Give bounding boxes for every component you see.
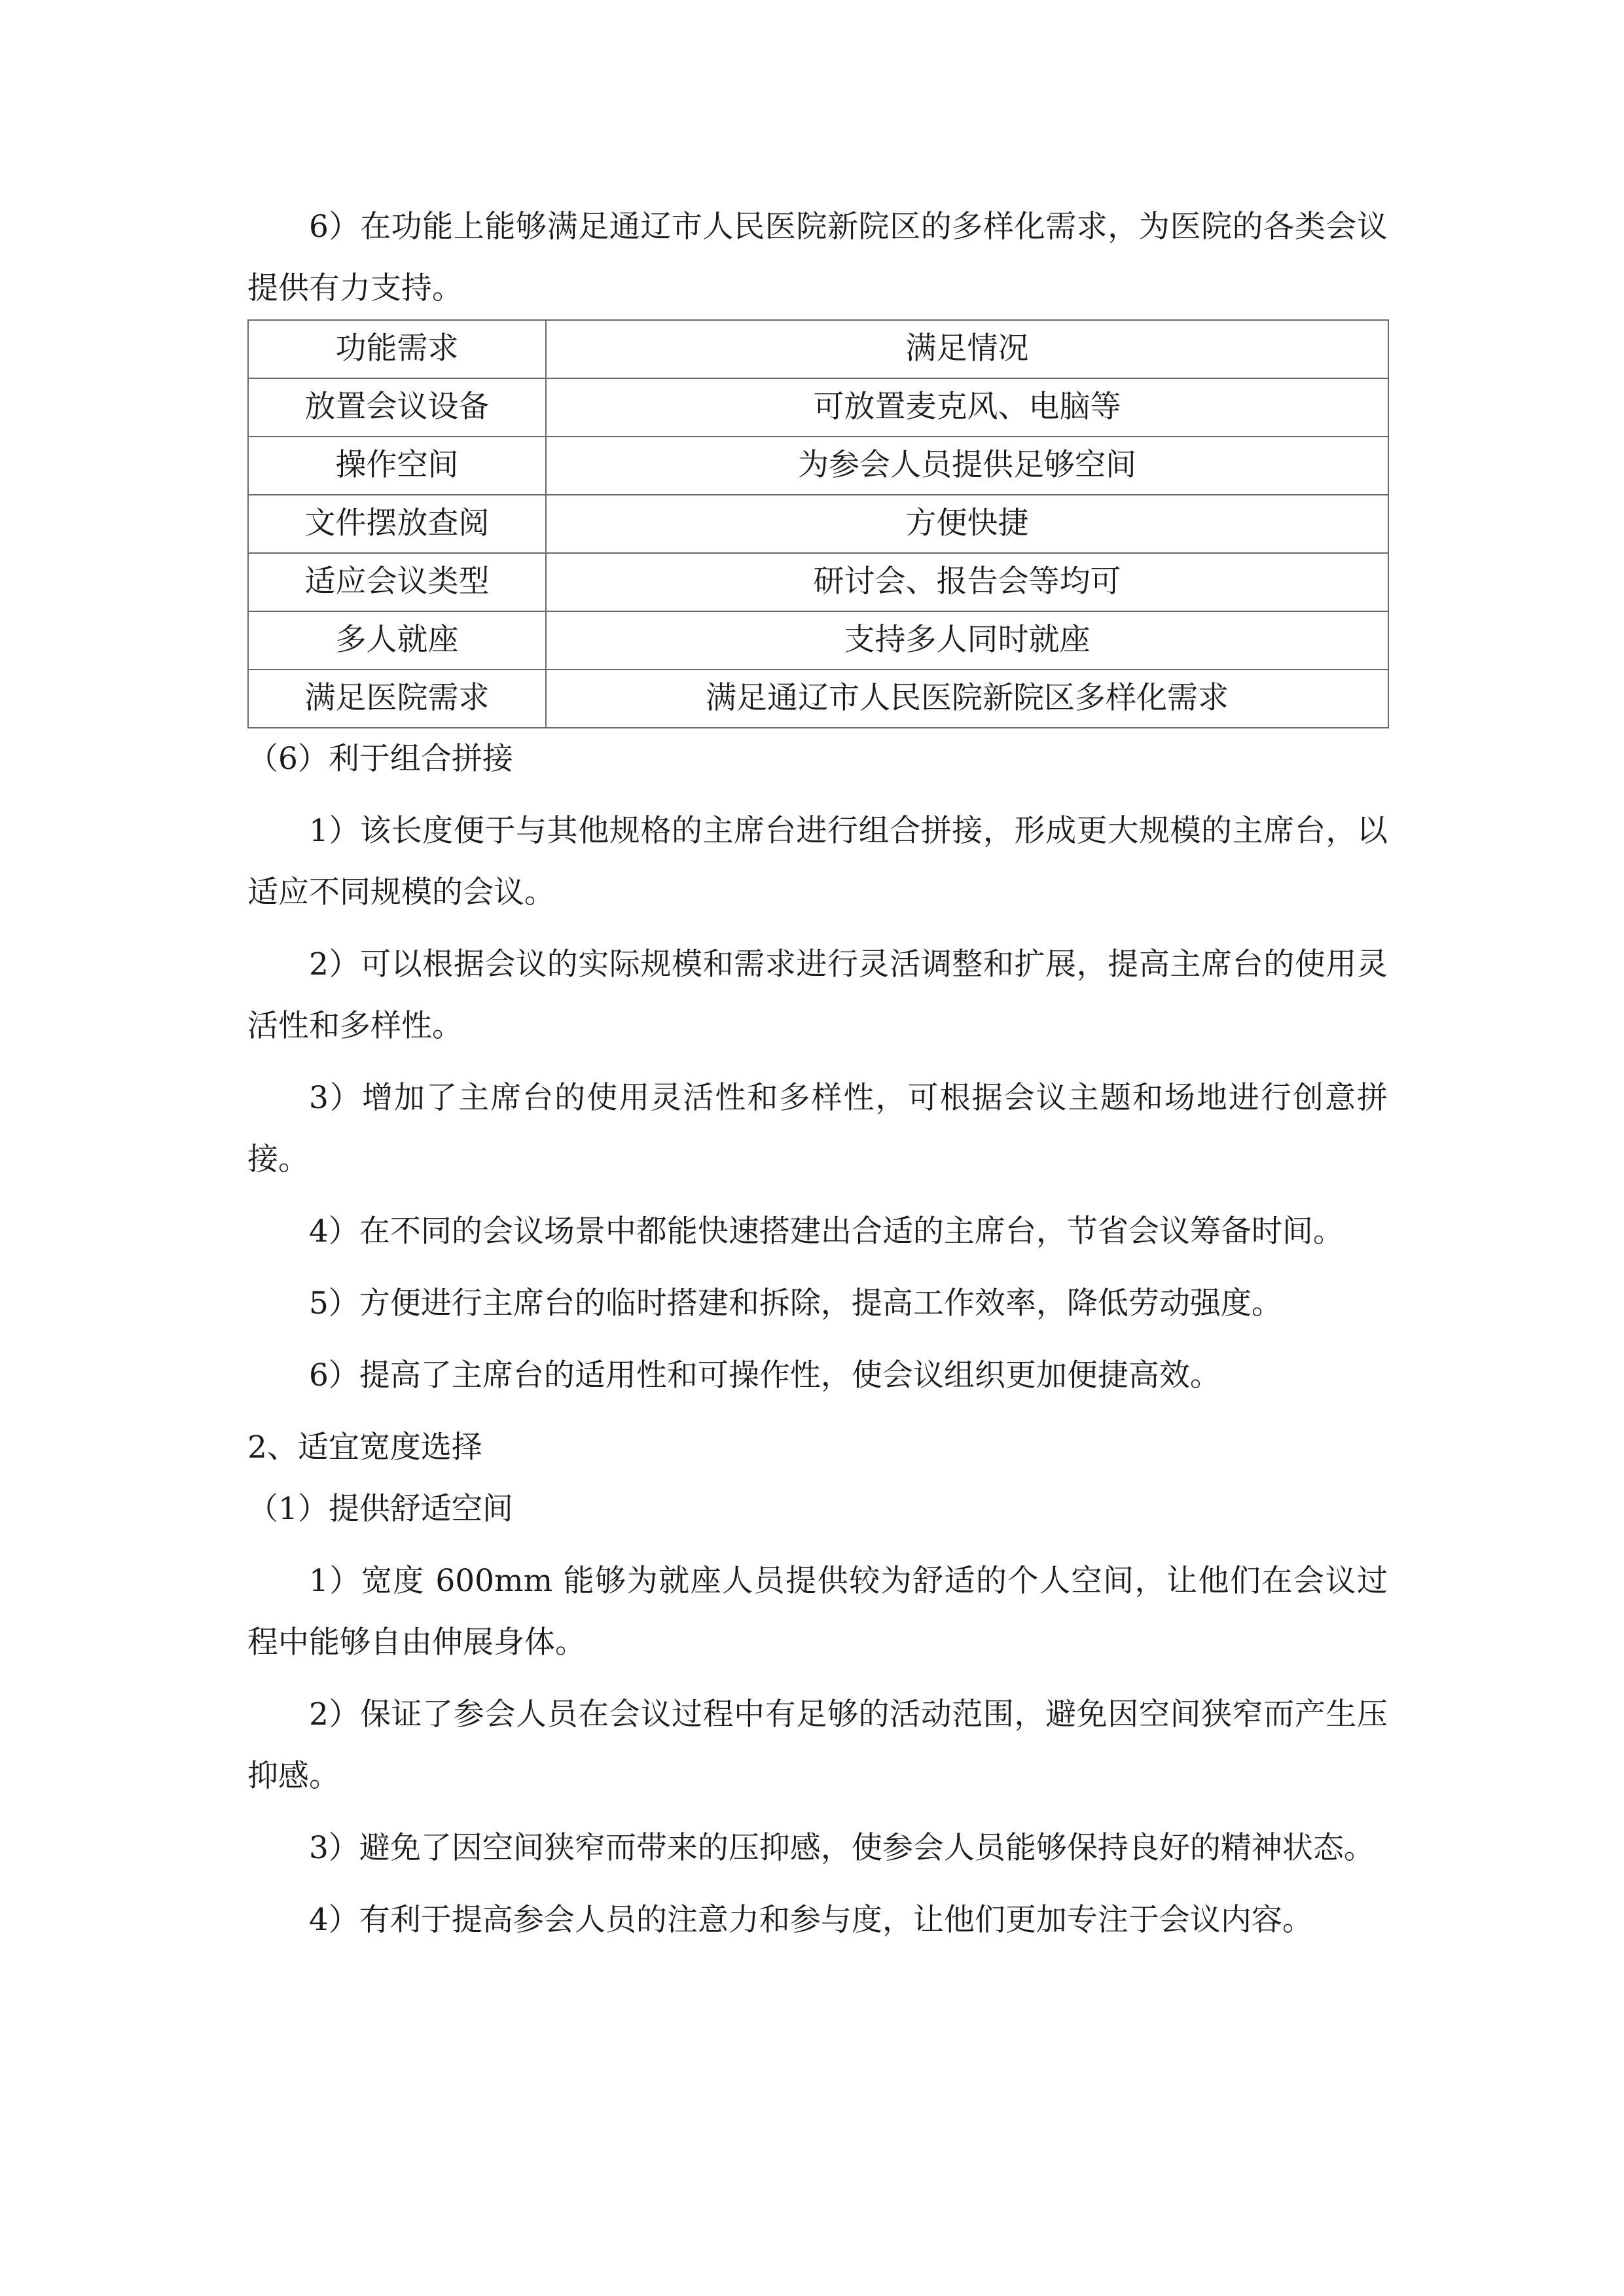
table-cell: 支持多人同时就座: [546, 611, 1388, 670]
table-cell: 可放置麦克风、电脑等: [546, 378, 1388, 437]
section-2-item: 1）宽度 600mm 能够为就座人员提供较为舒适的个人空间，让他们在会议过程中能够自由伸展身体。: [247, 1563, 1388, 1660]
table-cell: 满足医院需求: [248, 670, 546, 728]
section-2-item: 3）避免了因空间狭窄而带来的压抑感，使参会人员能够保持良好的精神状态。: [309, 1830, 1375, 1866]
table-cell: 为参会人员提供足够空间: [546, 437, 1388, 495]
table-row: [248, 437, 1388, 495]
document-body: [247, 196, 1388, 1951]
section-6-item: 1）该长度便于与其他规格的主席台进行组合拼接，形成更大规模的主席台，以适应不同规模的会议。: [247, 813, 1388, 910]
table-row: [248, 670, 1388, 728]
section-6-heading: （6）利于组合拼接: [247, 741, 513, 777]
table-row: [248, 378, 1388, 437]
table-cell: 适应会议类型: [248, 553, 546, 611]
table-header-cell: 功能需求: [248, 320, 546, 378]
table-header-row: [248, 320, 1388, 378]
table-row: [248, 553, 1388, 611]
section-2-item: 2）保证了参会人员在会议过程中有足够的活动范围，避免因空间狭窄而产生压抑感。: [247, 1696, 1388, 1794]
section-6-item: 2）可以根据会议的实际规模和需求进行灵活调整和扩展，提高主席台的使用灵活性和多样性。: [247, 946, 1388, 1044]
table-row: [248, 611, 1388, 670]
table-header-cell: 满足情况: [546, 320, 1388, 378]
section-6-item: 3）增加了主席台的使用灵活性和多样性，可根据会议主题和场地进行创意拼接。: [247, 1080, 1388, 1177]
intro-paragraph: 6）在功能上能够满足通辽市人民医院新院区的多样化需求，为医院的各类会议提供有力支持。: [247, 209, 1388, 306]
table-cell: 方便快捷: [546, 495, 1388, 553]
section-2-heading: 2、适宜宽度选择: [247, 1429, 482, 1465]
section-2-sub-heading: （1）提供舒适空间: [247, 1491, 513, 1527]
table-cell: 满足通辽市人民医院新院区多样化需求: [546, 670, 1388, 728]
table-row: [248, 495, 1388, 553]
section-6-item: 6）提高了主席台的适用性和可操作性，使会议组织更加便捷高效。: [309, 1357, 1221, 1393]
section-6-item: 4）在不同的会议场景中都能快速搭建出合适的主席台，节省会议筹备时间。: [309, 1213, 1344, 1249]
table-cell: 操作空间: [248, 437, 546, 495]
section-6-item: 5）方便进行主席台的临时搭建和拆除，提高工作效率，降低劳动强度。: [309, 1285, 1282, 1321]
section-2-item: 4）有利于提高参会人员的注意力和参与度，让他们更加专注于会议内容。: [309, 1902, 1313, 1938]
table-cell: 研讨会、报告会等均可: [546, 553, 1388, 611]
table-cell: 多人就座: [248, 611, 546, 670]
table-cell: 文件摆放查阅: [248, 495, 546, 553]
table-cell: 放置会议设备: [248, 378, 546, 437]
requirements-table: [247, 319, 1389, 728]
